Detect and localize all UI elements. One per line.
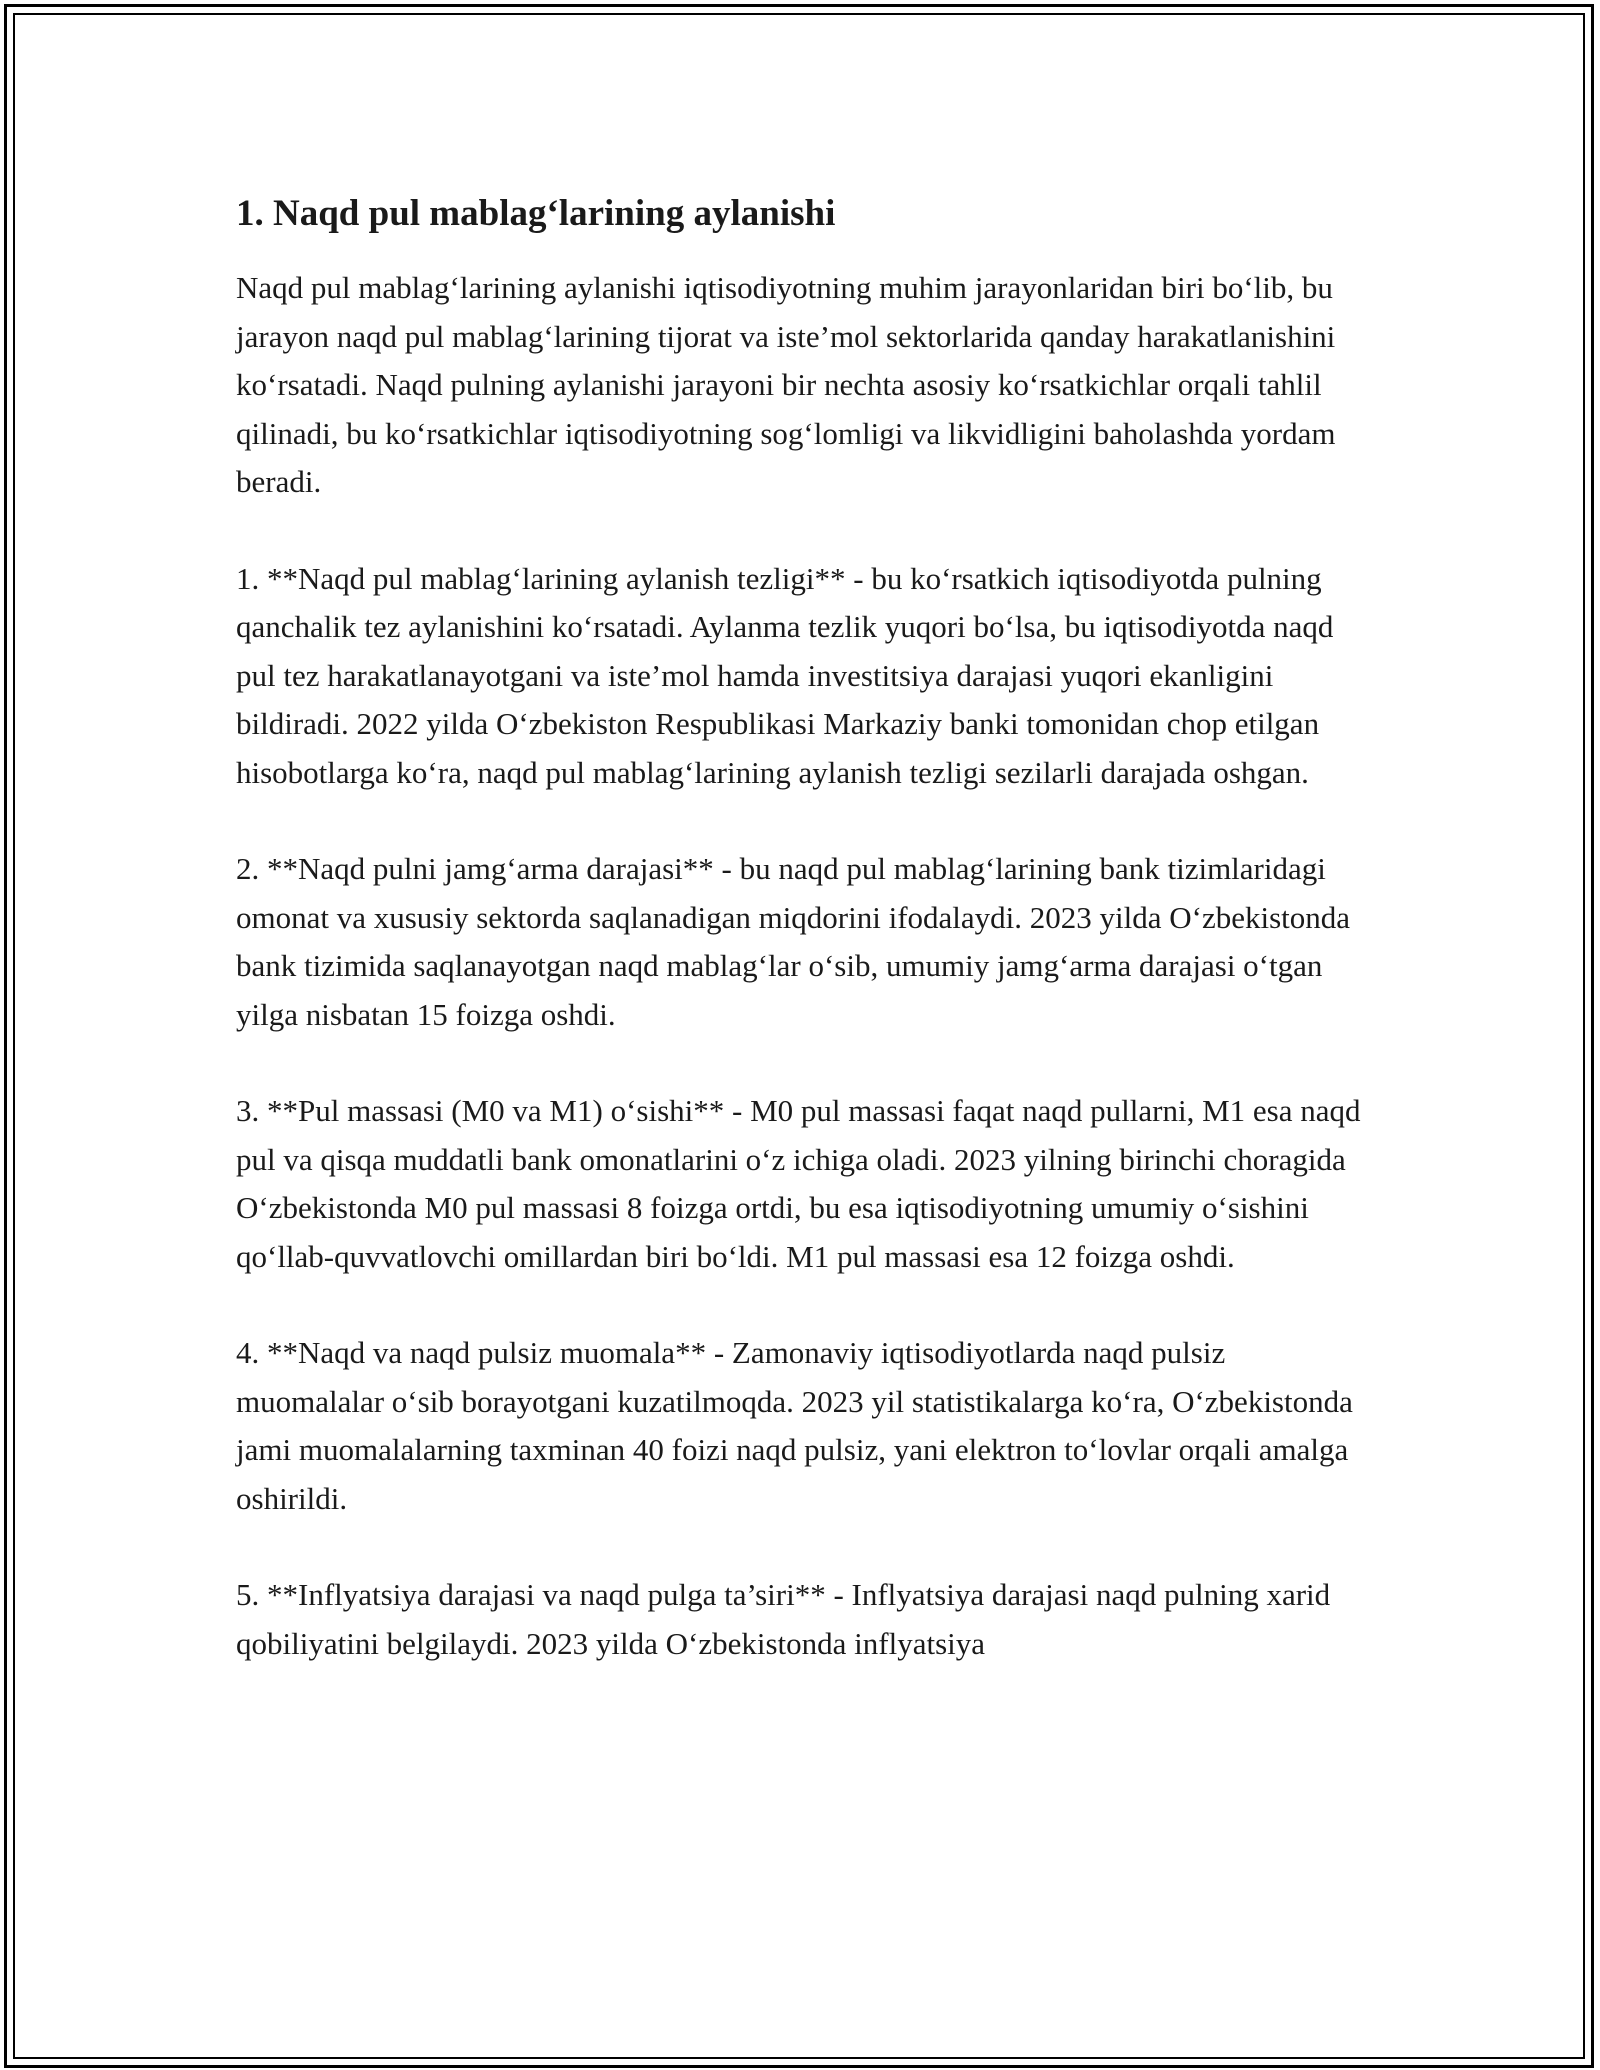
section-heading: 1. Naqd pul mablag‘larining aylanishi [236, 193, 836, 234]
paragraph-item-3: 3. **Pul massasi (M0 va M1) o‘sishi** - M0 pul massasi faqat naqd pullarni, M1 esa naqd pul va qisqa muddatli bank omonatlarini o‘z ichiga oladi. 2023 yilning birinchi choragida O‘zbekistonda M0 pul massasi 8 foizga ortdi, bu esa iqtisodiyotning umumiy o‘sishini qo‘llab-quvvatlovchi omillardan biri bo‘ldi. M1 pul massasi esa 12 foizga oshdi. [236, 1093, 1361, 1274]
intro-paragraph: Naqd pul mablag‘larining aylanishi iqtisodiyotning muhim jarayonlaridan biri bo‘lib, bu jarayon naqd pul mablag‘larining tijorat va iste’mol sektorlarida qanday harakatlanishini ko‘rsatadi. Naqd pulning aylanishi jarayoni bir nechta asosiy ko‘rsatkichlar orqali tahlil qilinadi, bu ko‘rsatkichlar iqtisodiyotning sog‘lomligi va likvidligini baholashda yordam beradi. [236, 270, 1336, 499]
document-body [236, 186, 1366, 1668]
paragraph-item-5: 5. **Inflyatsiya darajasi va naqd pulga ta’siri** - Inflyatsiya darajasi naqd pulning xarid qobiliyatini belgilaydi. 2023 yilda O‘zbekistonda inflyatsiya [236, 1577, 1331, 1661]
paragraph-item-2: 2. **Naqd pulni jamg‘arma darajasi** - bu naqd pul mablag‘larining bank tizimlaridagi omonat va xususiy sektorda saqlanadigan miqdorini ifodalaydi. 2023 yilda O‘zbekistonda bank tizimida saqlanayotgan naqd mablag‘lar o‘sib, umumiy jamg‘arma darajasi o‘tgan yilga nisbatan 15 foizga oshdi. [236, 851, 1351, 1032]
paragraph-item-4: 4. **Naqd va naqd pulsiz muomala** - Zamonaviy iqtisodiyotlarda naqd pulsiz muomalalar o‘sib borayotgani kuzatilmoqda. 2023 yil statistikalarga ko‘ra, O‘zbekistonda jami muomalalarning taxminan 40 foizi naqd pulsiz, yani elektron to‘lovlar orqali amalga oshirildi. [236, 1335, 1353, 1516]
paragraph-item-1: 1. **Naqd pul mablag‘larining aylanish tezligi** - bu ko‘rsatkich iqtisodiyotda pulning qanchalik tez aylanishini ko‘rsatadi. Aylanma tezlik yuqori bo‘lsa, bu iqtisodiyotda naqd pul tez harakatlanayotgani va iste’mol hamda investitsiya darajasi yuqori ekanligini bildiradi. 2022 yilda O‘zbekiston Respublikasi Markaziy banki tomonidan chop etilgan hisobotlarga ko‘ra, naqd pul mablag‘larining aylanish tezligi sezilarli darajada oshgan. [236, 560, 1334, 790]
